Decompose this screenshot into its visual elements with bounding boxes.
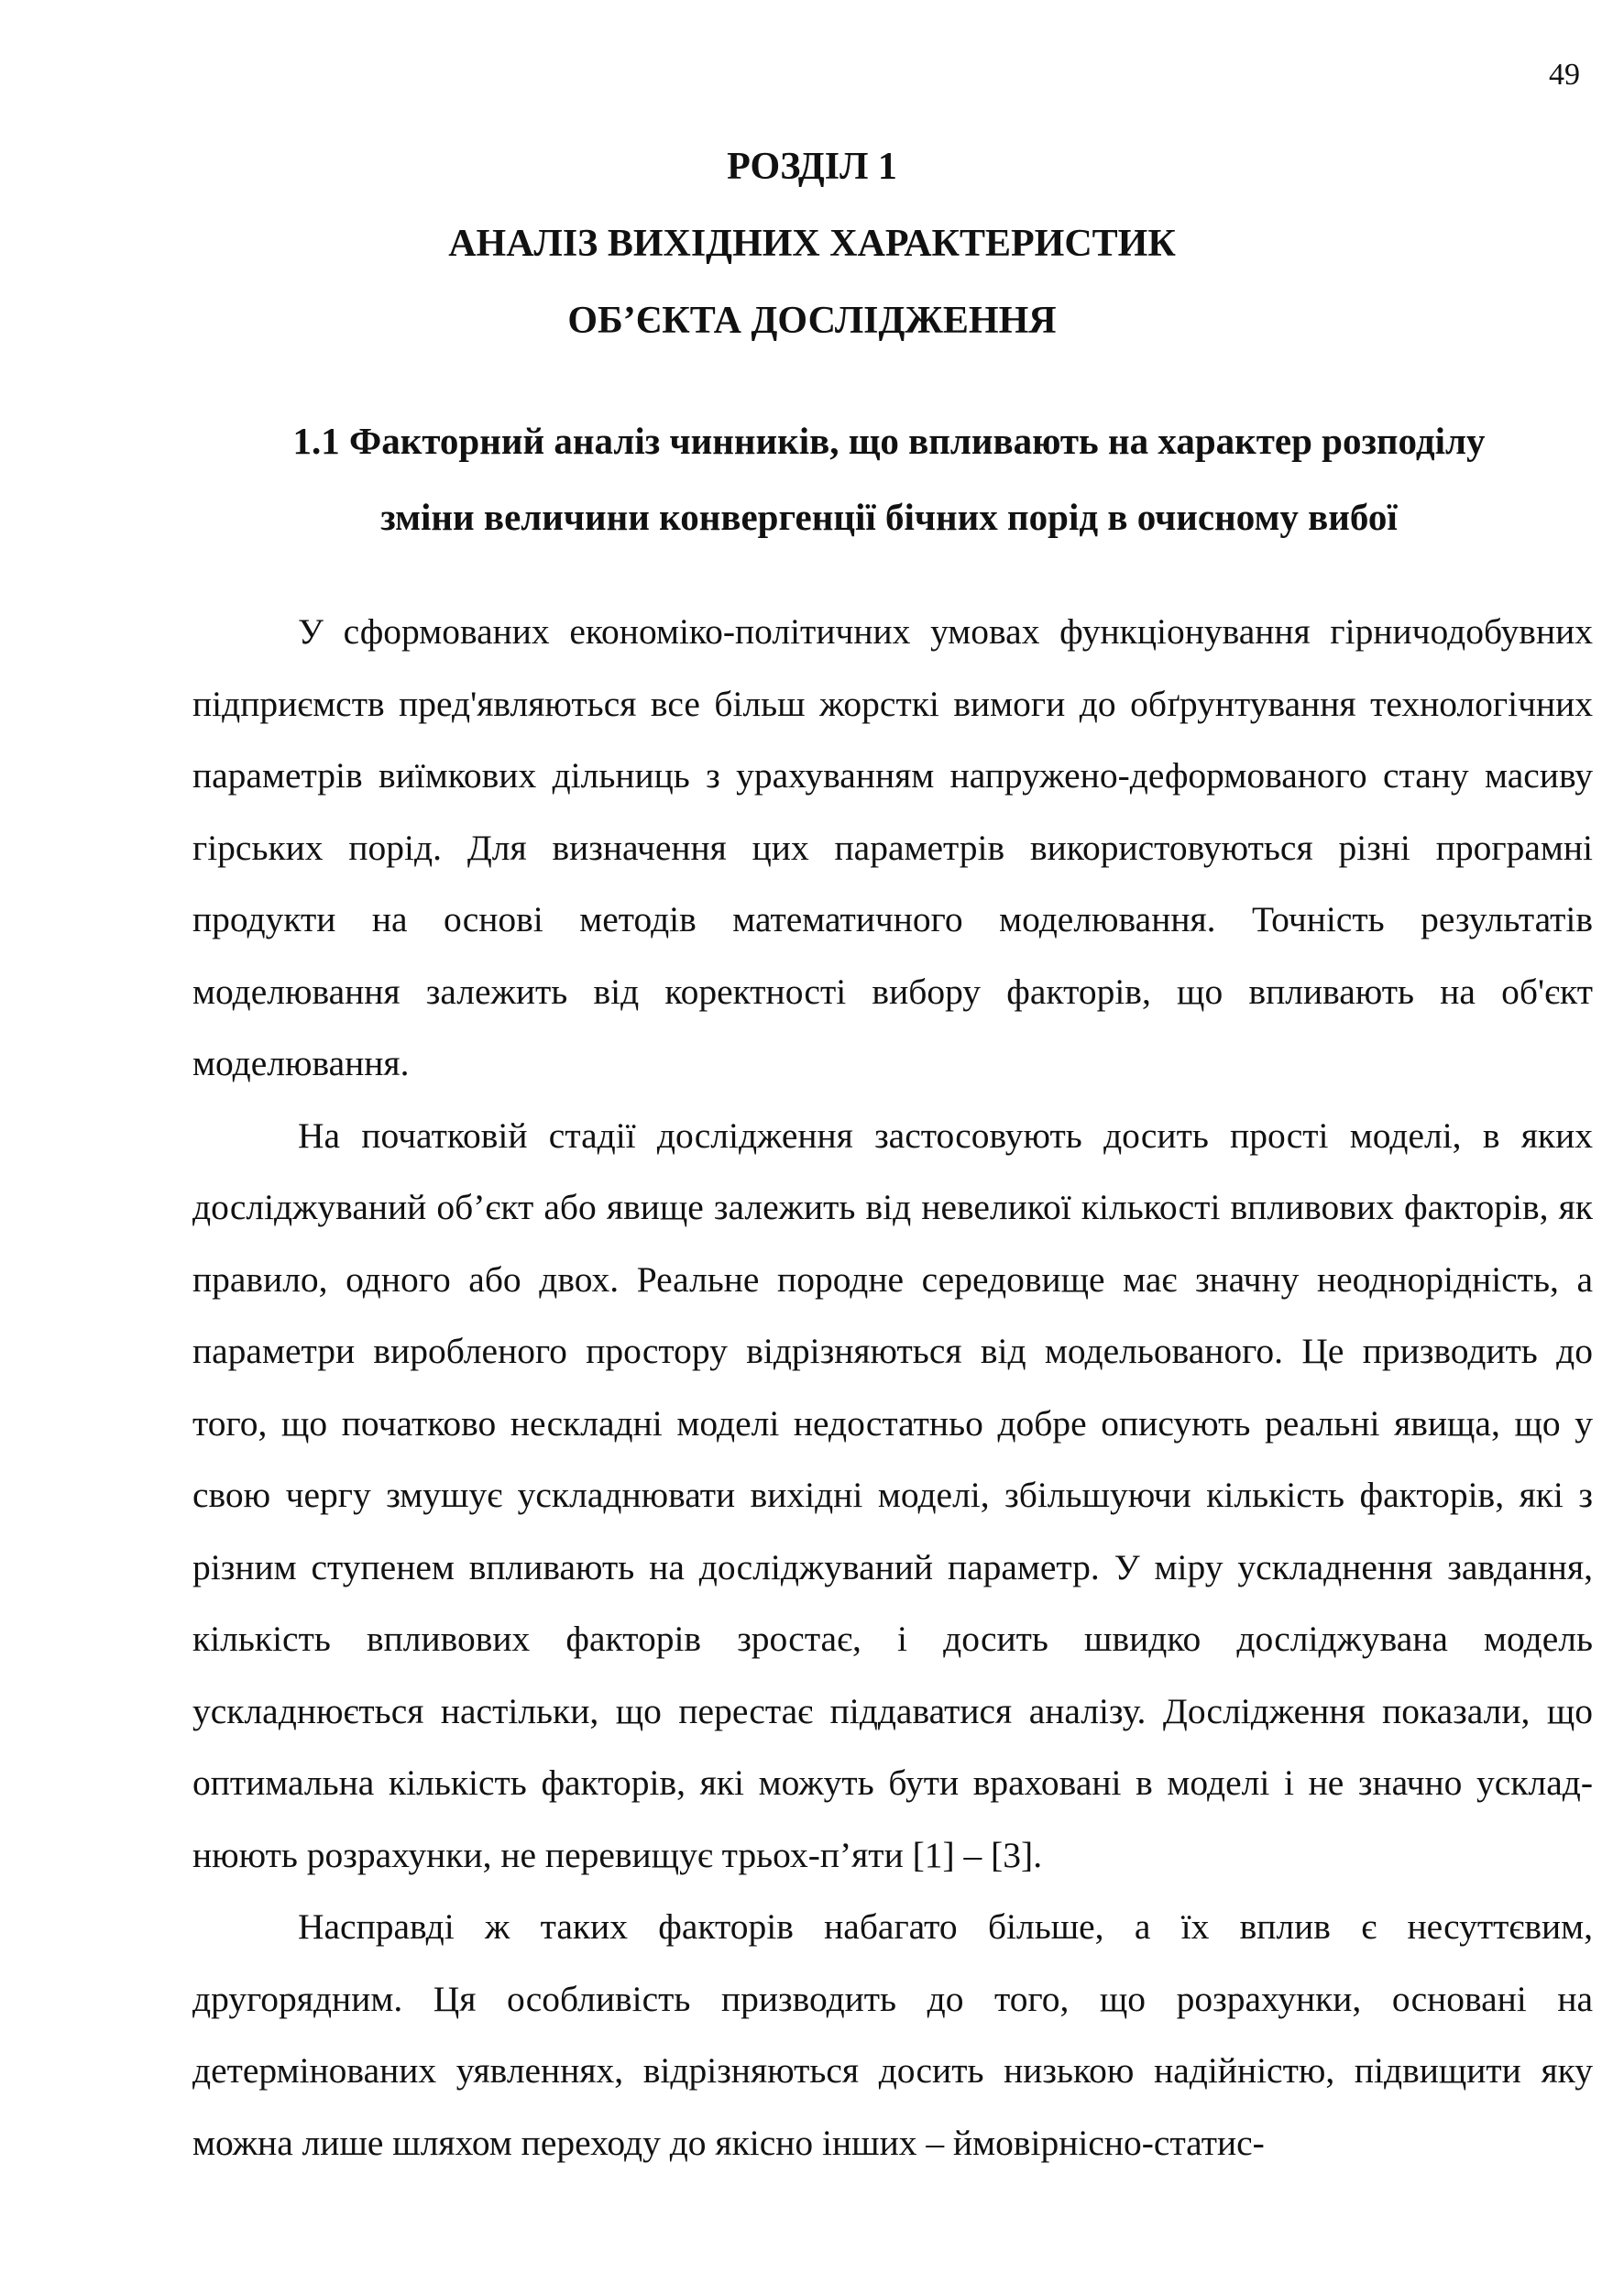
chapter-title-line-1: АНАЛІЗ ВИХІДНИХ ХАРАКТЕРИСТИК <box>448 223 1176 265</box>
body-text <box>192 596 1593 2179</box>
section-heading <box>192 403 1586 555</box>
chapter-label: РОЗДІЛ 1 <box>727 146 897 188</box>
paragraph: На початковій стадії дослідження застосовують досить прості моделі, в яких досліджуваний об’єкт або явище залежить від невеликої кількості впливових факторів, як правило, одного або двох. Реальне породне середовище має значну неоднорідність, а параметри виробленого простору відрізняються від модельованого. Це призводить до того, що початково нескладні моделі недостатньо добре описують реальні явища, що у свою чергу змушує ускладнювати вихідні моделі, збільшуючи кількість факторів, які з різним ступенем впливають на досліджуваний параметр. У міру ускладнення завдання, кількість впливових факторів зростає, і досить швидко досліджувана модель ускладнюється настільки, що перестає піддаватися аналізу. Дослідження показали, що оптимальна кількість факторів, які можуть бути враховані в моделі і не значно ускладнюють розрахунки, не перевищує трьох-п’яти [1] – [3]. <box>192 1115 1593 1875</box>
section-title-line-1: 1.1 Факторний аналіз чинників, що впливають на характер розподілу <box>292 420 1486 462</box>
paragraph: У сформованих економіко-політичних умовах функціонування гірничодобувних підприємств пред'являються все більш жорсткі вимоги до обґрунтування технологічних параметрів виїмкових дільниць з урахуванням напружено-деформованого стану масиву гірських порід. Для визначення цих параметрів використовуються різні програмні продукти на основі методів математичного моделювання. Точність результатів моделювання залежить від коректності вибору факторів, що впливають на об'єкт моделювання. <box>192 611 1593 1083</box>
chapter-title-line-2: ОБ’ЄКТА ДОСЛІДЖЕННЯ <box>567 300 1057 342</box>
page-number: 49 <box>1549 58 1580 92</box>
paragraph: Насправді ж таких факторів набагато більше, а їх вплив є несуттєвим, другорядним. Ця особливість призводить до того, що розрахунки, основані на детермінованих уявленнях, відрізняються досить низькою надійністю, підвищити яку можна лише шляхом переходу до якісно інших – ймовірнісно-статис- <box>192 1906 1593 2163</box>
section-title-line-2: зміни величини конвергенції бічних порід в очисному вибої <box>380 496 1398 538</box>
chapter-heading <box>0 128 1624 359</box>
